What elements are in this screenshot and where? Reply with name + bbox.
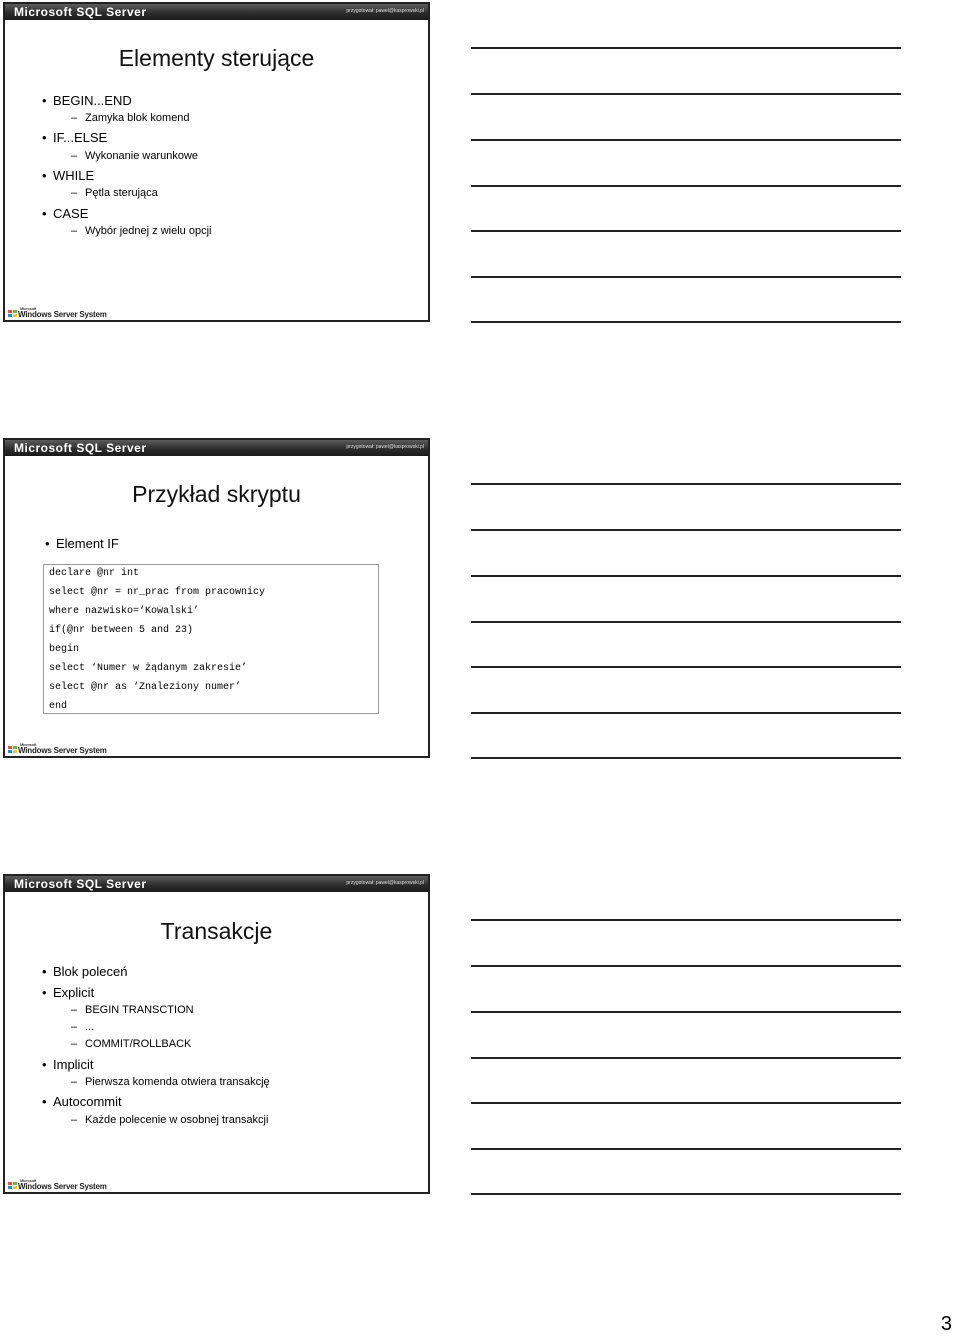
slide-footer — [5, 306, 428, 320]
note-line — [471, 1057, 901, 1059]
slide-header — [5, 4, 428, 20]
sub-bullet: – Pętla sterująca — [85, 187, 158, 199]
sub-bullet: – ... — [85, 1021, 94, 1033]
note-line — [471, 47, 901, 49]
note-line — [471, 757, 901, 759]
sub-bullet: – Wybór jednej z wielu opcji — [85, 225, 211, 237]
bullet: • Element IF — [56, 536, 119, 551]
header-title: Microsoft SQL Server — [14, 877, 147, 891]
code-line: if(@nr between 5 and 23) — [49, 625, 194, 636]
slide-title: Przykład skryptu — [132, 481, 301, 507]
bullet: • WHILE — [53, 168, 94, 183]
slide-header — [5, 440, 428, 456]
code-line: select @nr as ‘Znaleziony numer’ — [49, 682, 242, 693]
footer-brand: Microsoft Windows Server System — [18, 306, 107, 319]
slide-1 — [3, 2, 430, 322]
sub-bullet: – Zamyka blok komend — [85, 112, 190, 124]
slide-footer — [5, 1178, 428, 1192]
note-line — [471, 1102, 901, 1104]
page-number: 3 — [940, 1313, 952, 1335]
slide-3 — [3, 874, 430, 1194]
header-credit: przygotował: pawel@kasprowski.pl — [346, 8, 424, 14]
code-block — [43, 564, 379, 714]
note-line — [471, 185, 901, 187]
bullet: • Blok poleceń — [53, 964, 127, 979]
bullet: • BEGIN...END — [53, 93, 132, 108]
code-line: begin — [49, 644, 80, 655]
note-line — [471, 139, 901, 141]
note-line — [471, 1011, 901, 1013]
note-line — [471, 276, 901, 278]
code-line: where nazwisko=‘Kowalski’ — [49, 606, 200, 617]
footer-brand: Microsoft Windows Server System — [18, 742, 107, 755]
note-line — [471, 529, 901, 531]
header-credit: przygotował: pawel@kasprowski.pl — [346, 444, 424, 450]
note-line — [471, 93, 901, 95]
sub-bullet: – COMMIT/ROLLBACK — [85, 1038, 191, 1050]
note-line — [471, 1148, 901, 1150]
windows-logo-icon — [8, 746, 17, 754]
note-line — [471, 1193, 901, 1195]
code-line: select @nr = nr_prac from pracownicy — [49, 587, 266, 598]
bullet: • CASE — [53, 206, 88, 221]
sub-bullet: – Wykonanie warunkowe — [85, 150, 198, 162]
sub-bullet: – Pierwsza komenda otwiera transakcję — [85, 1076, 270, 1088]
windows-logo-icon — [8, 310, 17, 318]
note-line — [471, 575, 901, 577]
note-line — [471, 230, 901, 232]
header-title: Microsoft SQL Server — [14, 441, 147, 455]
slide-title: Transakcje — [160, 918, 273, 944]
header-title: Microsoft SQL Server — [14, 5, 147, 19]
note-line — [471, 666, 901, 668]
code-line: end — [49, 701, 68, 712]
footer-brand: Microsoft Windows Server System — [18, 1178, 107, 1191]
windows-logo-icon — [8, 1182, 17, 1190]
note-line — [471, 919, 901, 921]
note-line — [471, 965, 901, 967]
note-line — [471, 483, 901, 485]
slide-title: Elementy sterujące — [118, 45, 315, 71]
header-credit: przygotował: pawel@kasprowski.pl — [346, 880, 424, 886]
slide-header — [5, 876, 428, 892]
bullet: • IF...ELSE — [53, 130, 107, 145]
bullet: • Autocommit — [53, 1094, 122, 1109]
note-line — [471, 712, 901, 714]
bullet: • Explicit — [53, 985, 94, 1000]
slide-2 — [3, 438, 430, 758]
note-line — [471, 621, 901, 623]
note-line — [471, 321, 901, 323]
slide-footer — [5, 742, 428, 756]
sub-bullet: – Każde polecenie w osobnej transakcji — [85, 1114, 268, 1126]
code-line: declare @nr int — [49, 568, 140, 579]
code-line: select ‘Numer w żądanym zakresie’ — [49, 663, 248, 674]
sub-bullet: – BEGIN TRANSCTION — [85, 1004, 194, 1016]
bullet: • Implicit — [53, 1057, 93, 1072]
